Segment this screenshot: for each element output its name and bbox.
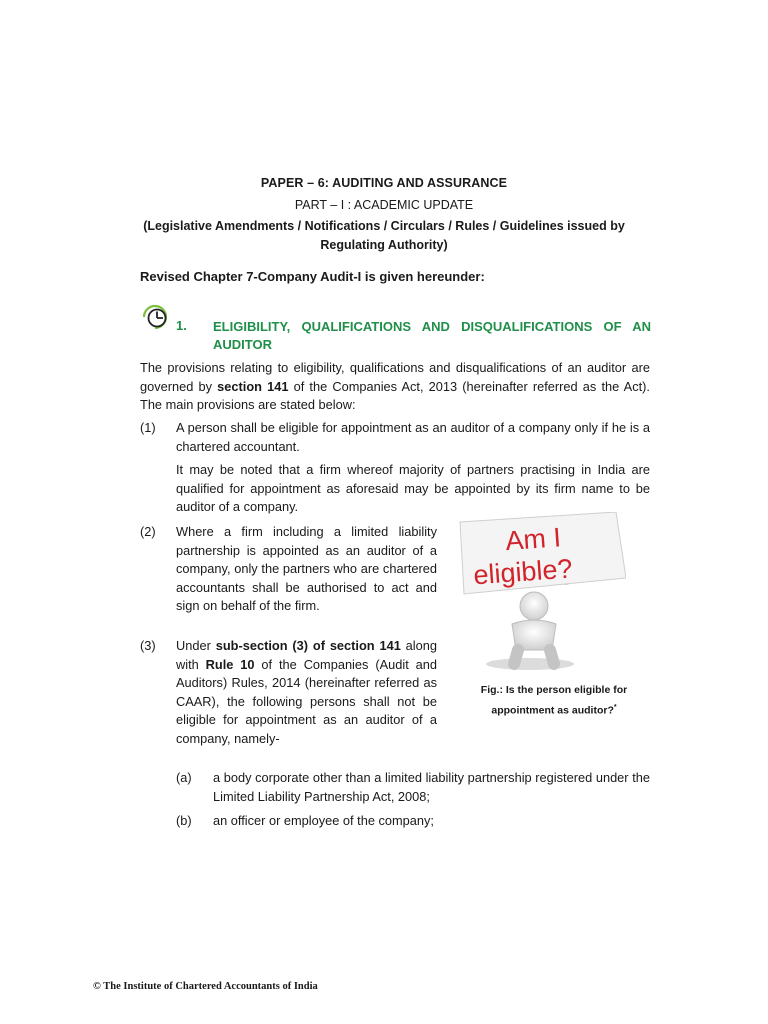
item-2-number: (2): [140, 524, 156, 539]
eligibility-figure: [456, 512, 626, 672]
legislative-line-2: Regulating Authority): [320, 238, 448, 252]
paper-title: PAPER – 6: AUDITING AND ASSURANCE: [260, 176, 508, 190]
figure-caption-mark: *: [613, 704, 617, 711]
item-3-text-2: along with: [176, 638, 437, 672]
sub-b-number: (b): [176, 813, 192, 828]
item-3-text-1: Under: [176, 638, 216, 653]
item-3-bold-subsection: sub-section (3) of section 141: [215, 638, 401, 653]
intro-paragraph: [140, 359, 650, 415]
item-1-text: A person shall be eligible for appointment as an auditor of a company only if he is a chartered accountant.: [176, 420, 650, 454]
sign-text-line-2: eligible?: [472, 553, 574, 591]
item-3-text: [176, 637, 437, 748]
clock-icon: [141, 303, 171, 331]
item-1-note: It may be noted that a firm whereof majority of partners practising in India are qualified for appointment as aforesaid may be appointed by its firm name to be auditor of a company.: [176, 462, 650, 514]
sub-b-text: an officer or employee of the company;: [213, 813, 434, 828]
section-title: ELIGIBILITY, QUALIFICATIONS AND DISQUALIFICATIONS OF AN AUDITOR: [213, 319, 651, 352]
intro-text-2: of the Companies Act, 2013 (hereinafter referred as the Act). The main provisions are stated below:: [140, 378, 650, 412]
sub-a-number: (a): [176, 770, 192, 785]
item-3-bold-rule: Rule 10: [205, 656, 255, 672]
figure-caption: [466, 682, 642, 720]
section-number: 1.: [176, 318, 187, 333]
legislative-line-1: (Legislative Amendments / Notifications / Circulars / Rules / Guidelines issued by: [143, 219, 625, 233]
revised-chapter-heading: Revised Chapter 7-Company Audit-I is given hereunder:: [140, 269, 485, 284]
intro-text-1: The provisions relating to eligibility, qualifications and disqualifications of an auditor are governed by: [140, 360, 650, 394]
part-title: PART – I : ACADEMIC UPDATE: [294, 198, 474, 212]
sign-text-line-1: Am I: [504, 522, 562, 557]
item-3-number: (3): [140, 638, 156, 653]
item-2-text: Where a firm including a limited liability partnership is appointed as an auditor of a company, only the partners who are chartered accountants shall be authorised to act and sign on behalf of the firm.: [176, 524, 437, 613]
figure-caption-text: Fig.: Is the person eligible for appointment as auditor?: [480, 684, 628, 717]
footer-copyright: © The Institute of Chartered Accountants of India: [93, 981, 318, 992]
item-3-text-3: of the Companies (Audit and Auditors) Rules, 2014 (hereinafter referred as CAAR), the following persons shall not be eligible for appointment as an auditor of a company, namely-: [176, 656, 437, 746]
sub-a-text: a body corporate other than a limited liability partnership registered under the Limited Liability Partnership Act, 2008;: [213, 770, 650, 804]
intro-bold-section: section 141: [217, 378, 289, 394]
legislative-subtitle: [0, 217, 768, 255]
item-1-number: (1): [140, 420, 156, 435]
